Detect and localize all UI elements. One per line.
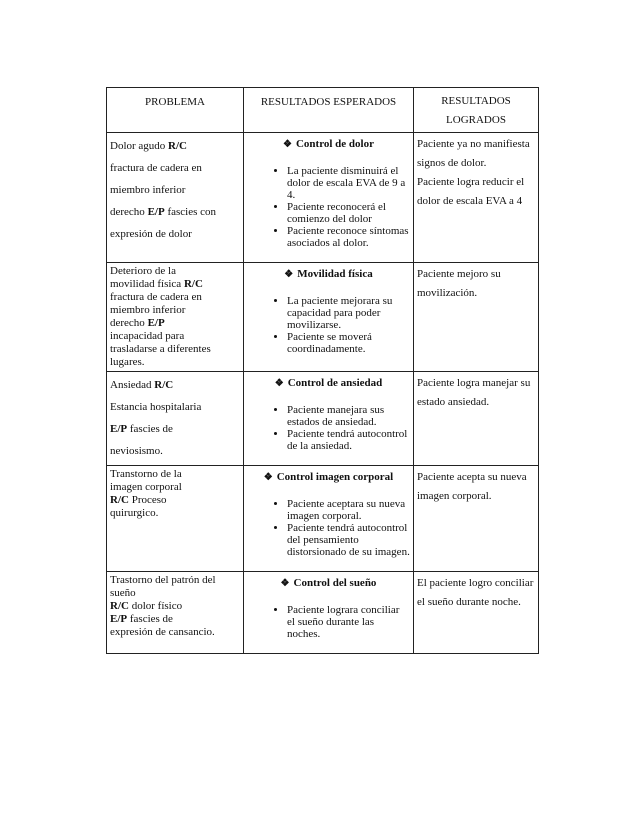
problem-text: trasladarse a diferentes — [110, 343, 211, 355]
problem-text: fractura de cadera en — [110, 291, 202, 303]
problem-text: miembro inferior — [110, 304, 186, 316]
problem-text: neviosismo. — [110, 445, 163, 457]
goal-item: • Paciente reconocerá el comienzo del dolor — [287, 201, 410, 225]
table-row — [107, 466, 539, 572]
header-logrados-line1: RESULTADOS — [441, 95, 511, 107]
expected-cell — [244, 263, 414, 372]
problem-line — [110, 600, 240, 613]
problem-text: movilidad física — [110, 278, 184, 290]
problem-text: Transtorno de la — [110, 468, 182, 480]
goal-item: • Paciente manejara sus estados de ansiedad. — [287, 404, 410, 428]
goal-title-text: Control imagen corporal — [276, 471, 394, 483]
goal-item: • Paciente aceptara su nueva imagen corporal. — [287, 498, 410, 522]
achieved-cell — [414, 372, 539, 466]
header-problema: PROBLEMA — [107, 88, 244, 133]
goal-item: • Paciente se moverá coordinadamente. — [287, 331, 410, 355]
expected-cell — [244, 466, 414, 572]
table-row — [107, 372, 539, 466]
diamond-bullet-icon: ❖ — [284, 269, 294, 280]
problem-text: Ansiedad — [110, 379, 155, 391]
problem-text: imagen corporal — [110, 481, 182, 493]
header-logrados-line2: LOGRADOS — [446, 114, 506, 126]
relation-tag: R/C — [168, 140, 187, 152]
goal-list — [247, 295, 410, 355]
goal-title — [247, 374, 410, 393]
problem-line — [110, 418, 240, 440]
problem-text: sueño — [110, 587, 136, 599]
problem-text: fractura de cadera en — [110, 162, 202, 174]
problem-text-after: fascies de — [127, 423, 173, 435]
achieved-cell — [414, 263, 539, 372]
expected-cell — [244, 572, 414, 654]
goal-title — [247, 265, 410, 284]
problem-text: Trastorno del patrón del — [110, 574, 216, 586]
problem-line — [110, 135, 240, 157]
relation-tag: E/P — [147, 206, 165, 218]
achieved-cell — [414, 466, 539, 572]
table-row — [107, 263, 539, 372]
header-resultados-logrados — [414, 88, 539, 133]
goal-title-text: Control del sueño — [293, 577, 377, 589]
diamond-bullet-icon: ❖ — [280, 578, 290, 589]
problem-text-after: fascies con — [164, 206, 216, 218]
problem-line — [110, 374, 240, 396]
expected-cell — [244, 372, 414, 466]
achieved-text: Paciente logra manejar su estado ansiedad. — [417, 377, 531, 408]
problem-line — [110, 613, 240, 626]
care-plan-table — [106, 87, 539, 654]
goal-title-text: Movilidad física — [297, 268, 373, 280]
problem-line — [110, 481, 240, 494]
problem-text: quirurgico. — [110, 507, 159, 519]
problem-text: miembro inferior — [110, 184, 186, 196]
problem-text: lugares. — [110, 356, 145, 368]
goal-title-text: Control de ansiedad — [287, 377, 383, 389]
diamond-bullet-icon: ❖ — [283, 139, 292, 150]
problem-line — [110, 574, 240, 587]
goal-list — [247, 498, 410, 558]
relation-tag: R/C — [154, 379, 174, 391]
problem-line — [110, 356, 240, 369]
goal-item: • Paciente tendrá autocontrol del pensamiento distorsionado de su imagen. — [287, 522, 410, 558]
goal-title — [247, 135, 410, 154]
relation-tag: R/C — [110, 494, 129, 506]
problem-line — [110, 396, 240, 418]
problem-text: Deterioro de la — [110, 265, 176, 277]
problem-line — [110, 304, 240, 317]
problem-text: expresión de dolor — [110, 228, 192, 240]
relation-tag: E/P — [110, 423, 128, 435]
problem-line — [110, 343, 240, 356]
relation-tag: R/C — [110, 600, 129, 612]
problem-line — [110, 330, 240, 343]
problem-line — [110, 440, 240, 462]
problem-text: derecho — [110, 317, 148, 329]
relation-tag: E/P — [110, 613, 128, 625]
problem-line — [110, 157, 240, 179]
goal-item: • Paciente tendrá autocontrol de la ansiedad. — [287, 428, 410, 452]
goal-item: • Paciente lograra conciliar el sueño durante las noches. — [287, 604, 410, 640]
problem-text-after: Proceso — [128, 494, 167, 506]
problem-cell — [107, 372, 244, 466]
achieved-text: Paciente mejoro su movilización. — [417, 268, 501, 299]
problem-line — [110, 317, 240, 330]
problem-text-after: dolor físico — [128, 600, 183, 612]
achieved-text: Paciente logra reducir el dolor de escala EVA a 4 — [417, 176, 525, 207]
header-resultados-esperados: RESULTADOS ESPERADOS — [244, 88, 414, 133]
goal-item: • Paciente reconoce síntomas asociados al dolor. — [287, 225, 410, 249]
problem-cell — [107, 466, 244, 572]
diamond-bullet-icon: ❖ — [274, 378, 284, 389]
diamond-bullet-icon: ❖ — [263, 472, 273, 483]
header-row — [107, 88, 539, 133]
achieved-cell — [414, 572, 539, 654]
problem-text-after: fascies de — [127, 613, 173, 625]
problem-line — [110, 265, 240, 278]
problem-line — [110, 587, 240, 600]
goal-list — [247, 404, 410, 452]
problem-text: incapacidad para — [110, 330, 185, 342]
problem-line — [110, 507, 240, 520]
problem-line — [110, 468, 240, 481]
problem-line — [110, 278, 240, 291]
achieved-text: El paciente logro conciliar el sueño durante noche. — [417, 577, 534, 608]
problem-text: Dolor agudo — [110, 140, 169, 152]
problem-text: derecho — [110, 206, 148, 218]
table-row — [107, 133, 539, 263]
problem-line — [110, 223, 240, 245]
problem-text: expresión de cansancio. — [110, 626, 215, 638]
goal-item: • La paciente disminuirá el dolor de escala EVA de 9 a 4. — [287, 165, 410, 201]
problem-line — [110, 201, 240, 223]
problem-cell — [107, 133, 244, 263]
problem-text: Estancia hospitalaria — [110, 401, 202, 413]
problem-cell — [107, 572, 244, 654]
problem-cell — [107, 263, 244, 372]
goal-list — [247, 604, 410, 640]
relation-tag: E/P — [147, 317, 165, 329]
problem-line — [110, 626, 240, 639]
problem-line — [110, 291, 240, 304]
expected-cell — [244, 133, 414, 263]
goal-title — [247, 468, 410, 487]
problem-line — [110, 179, 240, 201]
table-row — [107, 572, 539, 654]
goal-list — [247, 165, 410, 249]
problem-line — [110, 494, 240, 507]
goal-title — [247, 574, 410, 593]
achieved-text: Paciente acepta su nueva imagen corporal. — [417, 471, 527, 502]
goal-item: • La paciente mejorara su capacidad para poder movilizarse. — [287, 295, 410, 331]
achieved-text: Paciente ya no manifiesta signos de dolor. — [417, 138, 530, 169]
achieved-cell — [414, 133, 539, 263]
relation-tag: R/C — [183, 278, 203, 290]
goal-title-text: Control de dolor — [295, 138, 374, 150]
